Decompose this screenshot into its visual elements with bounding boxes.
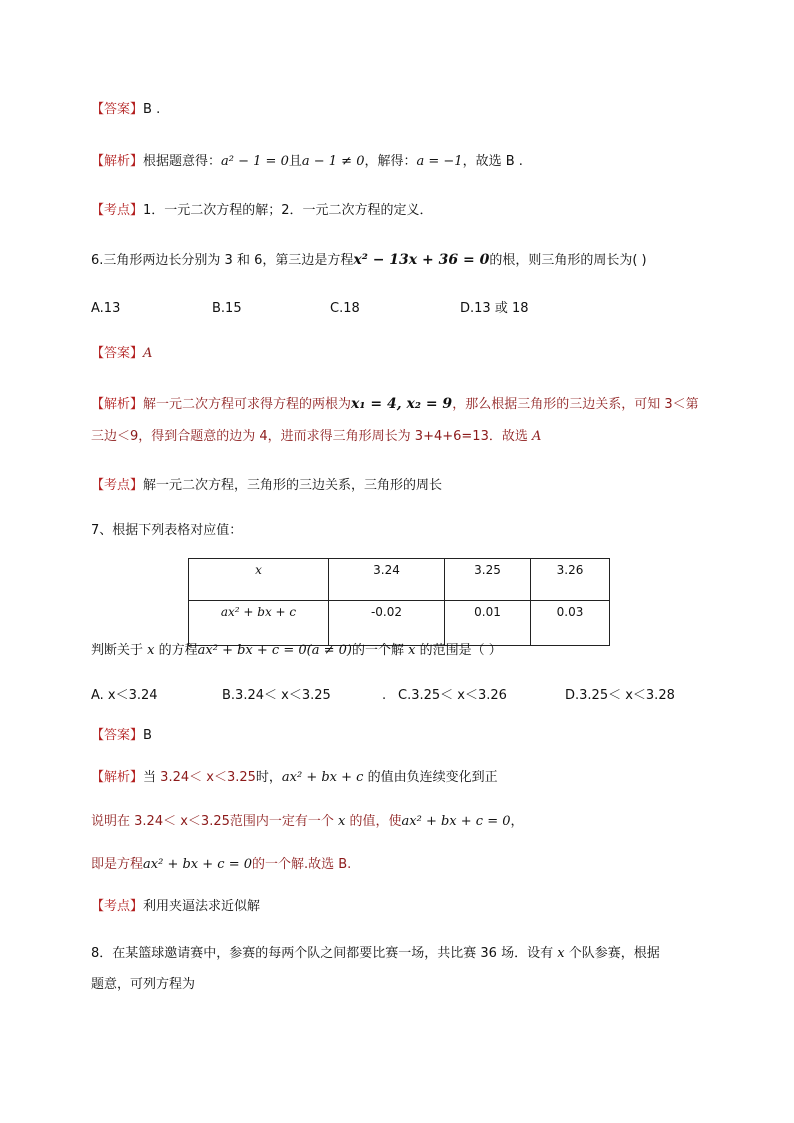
table-cell: 3.25 (445, 559, 531, 601)
table-cell: x (189, 559, 329, 601)
analysis-tag: 【解析】 (91, 154, 144, 169)
question-text: 的方程 (158, 643, 198, 658)
analysis-text: 的值，使 (349, 814, 402, 829)
math-expression: a − 1 ≠ 0 (301, 154, 365, 169)
question-text: 的一个解 (351, 643, 404, 658)
q7-option-a: A. x＜3.24 (91, 688, 158, 703)
point-text: 解一元二次方程，三角形的三边关系，三角形的周长 (143, 478, 443, 493)
math-range: 3.24＜ x＜3.25 (160, 770, 256, 785)
answer-value: B . (143, 102, 161, 117)
point-tag: 【考点】 (91, 478, 144, 493)
question-text: 的范围是（ ） (419, 643, 502, 658)
math-range: 3.24＜ x＜3.25 (134, 814, 230, 829)
analysis-text: 的值由负连续变化到正 (367, 770, 498, 785)
point-tag: 【考点】 (91, 203, 144, 218)
q6-question (91, 250, 647, 271)
math-expression: a = −1 (416, 154, 463, 169)
math-variable: x (338, 814, 346, 829)
answer-value: A (143, 346, 153, 361)
option-dot: . (382, 688, 387, 703)
question-text: 判断关于 (91, 643, 144, 658)
point-text: 利用夹逼法求近似解 (143, 899, 261, 914)
q6-analysis-line2 (91, 427, 541, 447)
q6-analysis-line1 (91, 394, 699, 415)
analysis-text: ，那么根据三角形的三边关系，可知 3＜第 (452, 397, 699, 412)
math-expression: ax² + bx + c (281, 770, 364, 785)
q5-analysis (91, 152, 523, 172)
answer-value: B (143, 728, 152, 743)
analysis-text: 根据题意得： (143, 154, 222, 169)
answer-tag: 【答案】 (91, 102, 144, 117)
q6-option-b: B.15 (212, 301, 242, 316)
math-variable: x (408, 643, 416, 658)
question-text: 8．在某篮球邀请赛中，参赛的每两个队之间都要比赛一场，共比赛 36 场．设有 (91, 946, 554, 961)
table-cell: -0.02 (329, 601, 445, 646)
q6-option-a: A.13 (91, 301, 121, 316)
question-text: 的根，则三角形的周长为( ) (489, 253, 647, 268)
q7-conclude (91, 855, 351, 875)
q7-explain (91, 812, 524, 832)
q8-question-line1 (91, 944, 660, 964)
analysis-text: ，故选 B . (462, 154, 523, 169)
analysis-text: 当 (143, 770, 157, 785)
q7-judge (91, 641, 502, 661)
q6-option-c: C.18 (330, 301, 360, 316)
q5-answer (91, 100, 160, 120)
analysis-text: 的一个解.故选 B. (252, 857, 352, 872)
q7-question: 7、根据下列表格对应值： (91, 523, 243, 538)
math-variable: x (147, 643, 155, 658)
point-tag: 【考点】 (91, 899, 144, 914)
math-expression: ax² + bx + c = 0 (143, 857, 252, 872)
point-text: 1．一元二次方程的解；2．一元二次方程的定义． (143, 203, 433, 218)
values-table (188, 558, 610, 646)
answer-tag: 【答案】 (91, 346, 144, 361)
math-variable: x (557, 946, 565, 961)
analysis-text: 即是方程 (91, 857, 144, 872)
analysis-text: 解一元二次方程可求得方程的两根为 (143, 397, 352, 412)
analysis-text: 三边＜9，得到合题意的边为 4，进而求得三角形周长为 3+4+6=13．故选 (91, 429, 528, 444)
analysis-text: 且 (288, 154, 302, 169)
table-cell: ax² + bx + c (189, 601, 329, 646)
analysis-tag: 【解析】 (91, 770, 144, 785)
q6-option-d: D.13 或 18 (460, 301, 529, 316)
question-text: 6.三角形两边长分别为 3 和 6，第三边是方程 (91, 253, 354, 268)
q8-question-line2: 题意，可列方程为 (91, 977, 196, 992)
math-expression: a² − 1 = 0 (221, 154, 289, 169)
question-text: 个队参赛，根据 (568, 946, 660, 961)
q6-answer (91, 344, 152, 364)
analysis-text: ， (510, 814, 524, 829)
answer-tag: 【答案】 (91, 728, 144, 743)
analysis-text: 范围内一定有一个 (229, 814, 334, 829)
q7-point (91, 897, 260, 917)
table-row (189, 559, 610, 601)
q7-analysis (91, 768, 498, 788)
math-expression: ax² + bx + c = 0 (401, 814, 511, 829)
q7-option-d: D.3.25＜ x＜3.28 (565, 688, 675, 703)
q5-point (91, 201, 433, 221)
table-row (189, 601, 610, 646)
q7-option-b: B.3.24＜ x＜3.25 (222, 688, 331, 703)
table-cell: 0.01 (445, 601, 531, 646)
analysis-tag: 【解析】 (91, 397, 144, 412)
math-expression: x₁ = 4, x₂ = 9 (351, 396, 453, 412)
analysis-text: ，解得： (364, 154, 417, 169)
analysis-text: 时， (255, 770, 282, 785)
table-cell: 3.26 (531, 559, 610, 601)
analysis-text: A (531, 429, 542, 444)
q7-option-c: C.3.25＜ x＜3.26 (398, 688, 507, 703)
math-expression: x² − 13x + 36 = 0 (353, 252, 490, 268)
q7-answer (91, 726, 152, 746)
q6-point (91, 476, 442, 496)
math-expression: ax² + bx + c = 0(a ≠ 0) (197, 643, 352, 658)
table-cell: 0.03 (531, 601, 610, 646)
analysis-text: 说明在 (91, 814, 131, 829)
table-cell: 3.24 (329, 559, 445, 601)
